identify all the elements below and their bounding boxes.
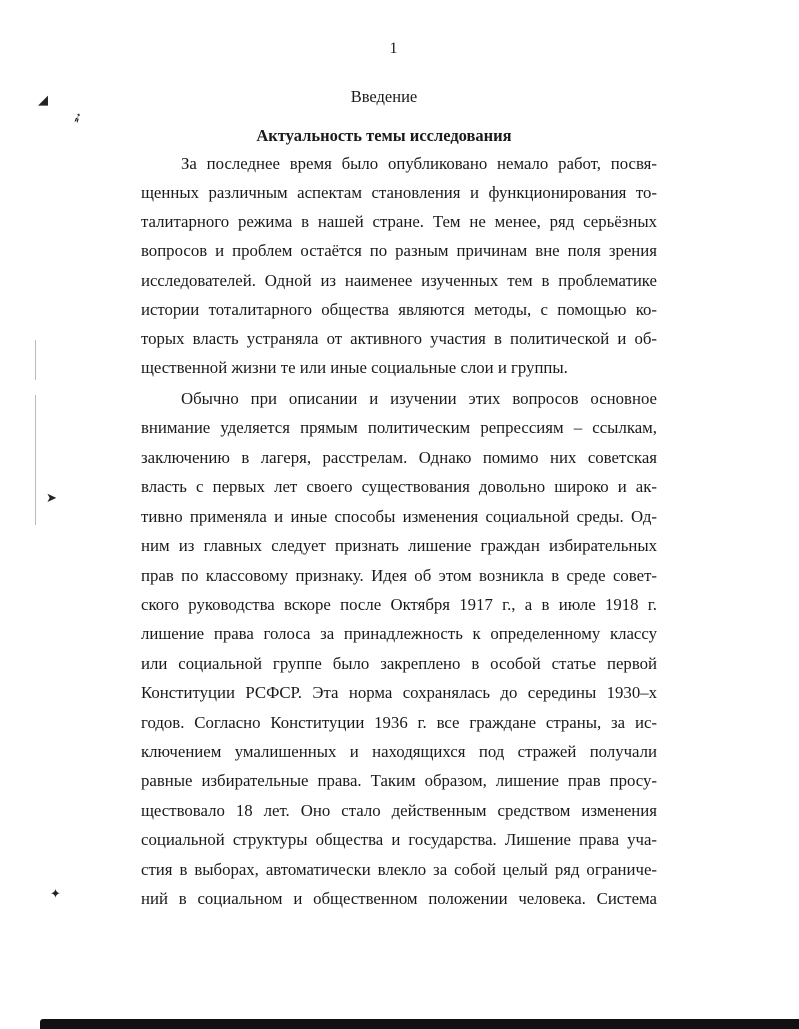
text-line: власть с первых лет своего существования довольно широко и ак- <box>141 477 657 496</box>
text-line: талитарного режима в нашей стране. Тем не менее, ряд серьёзных <box>141 212 657 231</box>
text-line: исследователей. Одной из наименее изученных тем в проблематике <box>141 271 657 290</box>
scan-edge-bar <box>40 1019 799 1029</box>
text-line: Конституции РСФСР. Эта норма сохранялась до середины 1930–х <box>141 683 657 702</box>
text-line: ключением умалишенных и находящихся под стражей получали <box>141 742 657 761</box>
margin-rule <box>35 395 36 525</box>
text-line: прав по классовому признаку. Идея об этом возникла в среде совет- <box>141 566 657 585</box>
text-line: вопросов и проблем остаётся по разным причинам вне поля зрения <box>141 241 657 260</box>
text-line: Обычно при описании и изучении этих вопросов основное <box>181 389 657 408</box>
text-line: щенных различным аспектам становления и функционирования то- <box>141 183 657 202</box>
text-line: тивно применяла и иные способы изменения социальной среды. Од- <box>141 507 657 526</box>
text-line: торых власть устраняла от активного участия в политической и об- <box>141 329 657 348</box>
text-line: щественной жизни те или иные социальные слои и группы. <box>141 358 568 377</box>
text-line: ского руководства вскоре после Октября 1917 г., а в июле 1918 г. <box>141 595 657 614</box>
scan-artifact-arrow: ➤ <box>46 490 57 505</box>
text-line: социальной структуры общества и государства. Лишение права уча- <box>141 830 657 849</box>
text-line: стия в выборах, автоматически влекло за собой целый ряд ограниче- <box>141 860 657 879</box>
text-line: заключению в лагеря, расстрелам. Однако помимо них советская <box>141 448 657 467</box>
section-heading: Актуальность темы исследования <box>256 126 512 145</box>
text-line: равные избирательные права. Таким образом, лишение прав просу- <box>141 771 657 790</box>
text-line: или социальной группе было закреплено в особой статье первой <box>141 654 657 673</box>
text-line: ний в социальном и общественном положении человека. Система <box>141 889 657 908</box>
text-line: лишение права голоса за принадлежность к определенному классу <box>141 624 657 643</box>
text-line: истории тоталитарного общества являются методы, с помощью ко- <box>141 300 657 319</box>
page-number: 1 <box>389 40 398 57</box>
text-line: За последнее время было опубликовано немало работ, посвя- <box>181 154 657 173</box>
scan-artifact-arrow: ➶ <box>69 108 86 127</box>
scan-artifact-arrow: ◢ <box>38 92 48 107</box>
margin-rule <box>35 340 36 380</box>
scan-artifact-arrow: ✦ <box>50 886 61 901</box>
intro-heading: Введение <box>350 87 418 106</box>
text-line: ним из главных следует признать лишение граждан избирательных <box>141 536 657 555</box>
text-line: ществовало 18 лет. Оно стало действенным средством изменения <box>141 801 657 820</box>
text-line: годов. Согласно Конституции 1936 г. все граждане страны, за ис- <box>141 713 657 732</box>
text-line: внимание уделяется прямым политическим репрессиям – ссылкам, <box>141 418 657 437</box>
